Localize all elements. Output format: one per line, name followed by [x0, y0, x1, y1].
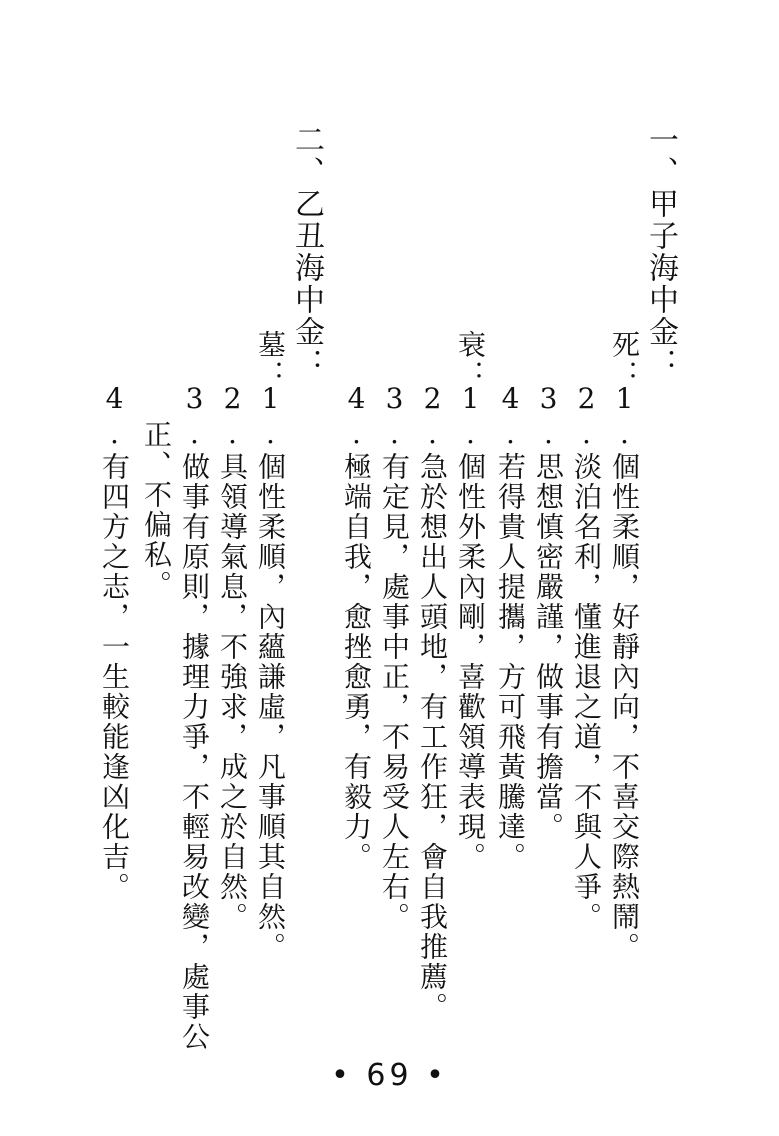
item-si-1: 1.個性柔順，好靜內向，不喜交際熱鬧。: [608, 382, 641, 962]
item-mu-1: 1.個性柔順，內蘊謙虛，凡事順其自然。: [254, 382, 287, 962]
item-mu-3: 3.做事有原則，據理力爭，不輕易改變，處事公: [178, 382, 211, 1052]
item-mu-2: 2.具領導氣息，不強求，成之於自然。: [216, 382, 249, 932]
item-shuai-3: 3.有定見，處事中正，不易受人左右。: [378, 382, 411, 932]
item-si-2: 2.淡泊名利，懂進退之道，不與人爭。: [570, 382, 603, 932]
item-shuai-4: 4.極端自我，愈挫愈勇，有毅力。: [340, 382, 373, 872]
item-si-3: 3.思想慎密嚴謹，做事有擔當。: [532, 382, 565, 842]
group-label-shuai: 衰：: [454, 330, 487, 390]
item-si-4: 4.若得貴人提攜，方可飛黃騰達。: [494, 382, 527, 872]
section-heading-2: 二、乙丑海中金：: [289, 124, 324, 380]
group-label-si: 死：: [608, 330, 641, 390]
section-heading-1: 一、甲子海中金：: [643, 124, 678, 380]
group-label-mu: 墓：: [254, 330, 287, 390]
page-number: • 69 •: [331, 1058, 448, 1093]
item-shuai-2: 2.急於想出人頭地，有工作狂，會自我推薦。: [416, 382, 449, 1022]
item-mu-3-cont: 正、不偏私。: [140, 420, 173, 600]
item-mu-4: 4.有四方之志，一生較能逢凶化吉。: [98, 382, 131, 902]
item-shuai-1: 1.個性外柔內剛，喜歡領導表現。: [454, 382, 487, 872]
